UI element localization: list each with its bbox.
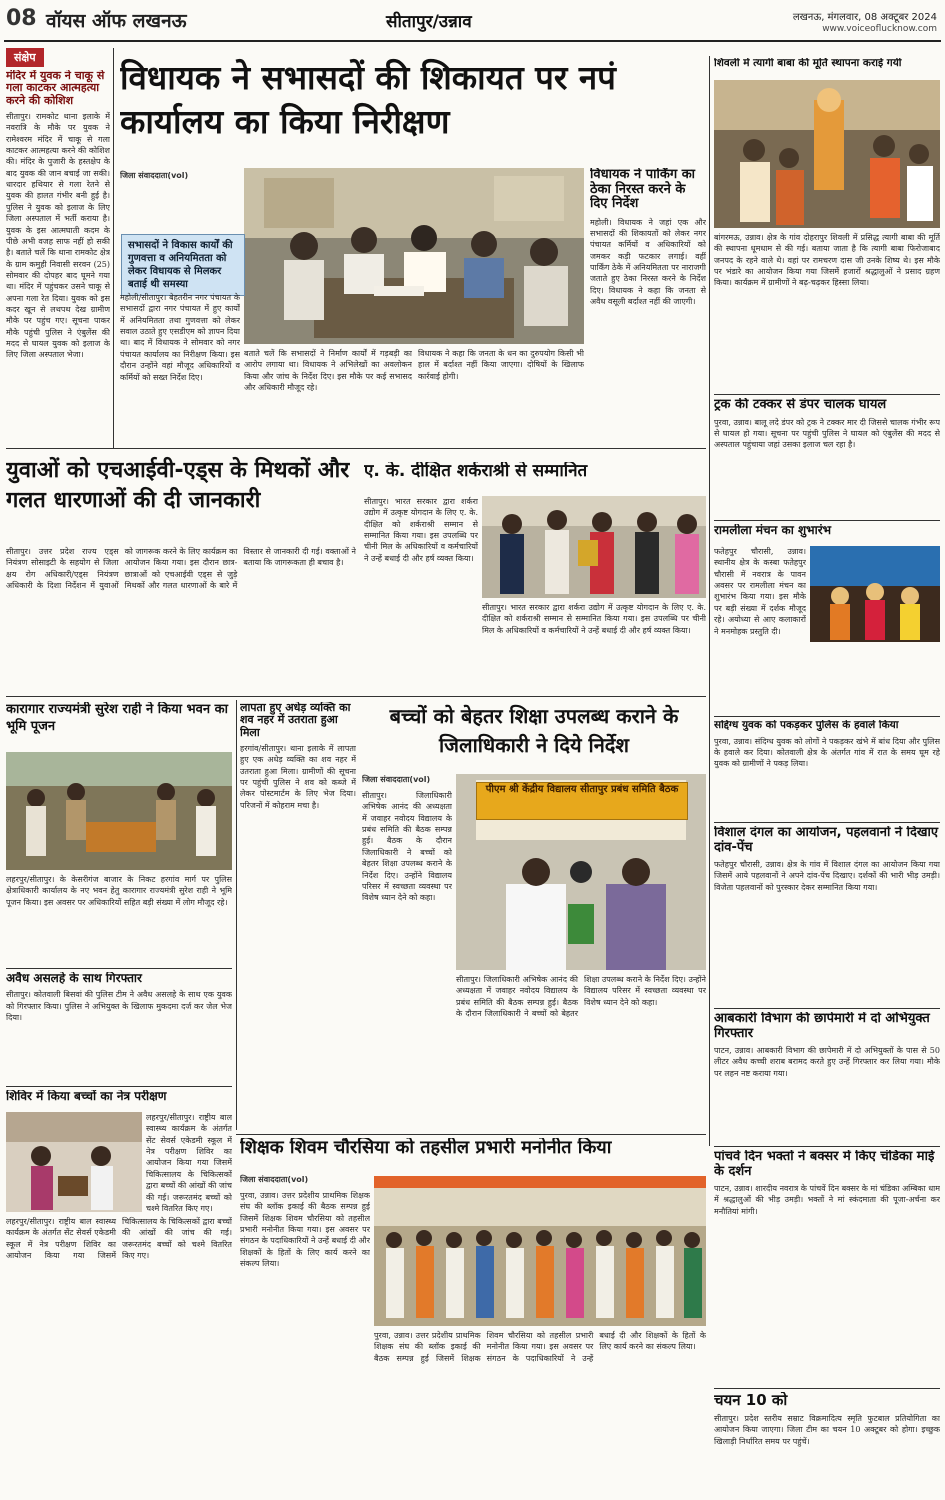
article-bhoomi-pujan-body bbox=[6, 874, 232, 966]
headline: लापता हुए अधेड़ व्यक्ति का शव नहर में उतराता हुआ मिला bbox=[240, 702, 351, 739]
article-body: महोली। विधायक ने जहां एक और सभासदों की शिकायतों को लेकर नगर पंचायत कर्मियों व अधिकारियों को जमकर कड़ी फटकार लगाई। वहीं पार्किंग ठेके में अनियमितता पर नाराजगी जताते हुए ठेका निरस्त करने के निर्देश दिए। विधायक ने कहा कि जनता से अवैध वसूली बर्दाश्त नहीं की जाएगी। bbox=[590, 217, 706, 307]
article-body: सीतापुर। भारत सरकार द्वारा शर्करा उद्योग में उत्कृष्ट योगदान के लिए ए. के. दीक्षित को शर्कराश्री सम्मान से सम्मानित किया गया। इस उपलब्धि पर चीनी मिल के अधिकारियों व कर्मचारियों ने उन्हें बधाई दी और हर्ष व्यक्त किया। bbox=[364, 497, 478, 563]
article-body: सीतापुर। जिलाधिकारी अभिषेक आनंद की अध्यक्षता में जवाहर नवोदय विद्यालय के प्रबंध समिति की बैठक सम्पन्न हुई। बैठक के दौरान जिलाधिकारी ने बच्चों को बेहतर शिक्षा उपलब्ध कराने के निर्देश दिए। उन्होंने विद्यालय परिसर में स्वच्छता व्यवस्था पर विशेष ध्यान देने को कहा। bbox=[362, 791, 452, 903]
article-statue-headline bbox=[714, 58, 940, 78]
article-body-col2 bbox=[244, 348, 412, 444]
article-chandika-temple bbox=[714, 1150, 940, 1386]
article-excise-raid bbox=[714, 1012, 940, 1144]
headline: विधायक ने पार्किंग का ठेका निरस्त करने के दिए निर्देश bbox=[590, 168, 696, 212]
article-body: पाटन, उन्नाव। आबकारी विभाग की छापेमारी में दो अभियुक्तों के पास से 50 लीटर अवैध कच्ची शराब बरामद करते हुए उन्हें गिरफ्तार कर लिया गया। मौके पर लहन नष्ट कराया गया। bbox=[714, 1046, 940, 1078]
headline: पांचवे दिन भक्तों ने बक्सर में किए चंडिका माई के दर्शन bbox=[714, 1150, 935, 1179]
byline: जिला संवाददाता(vol) bbox=[120, 171, 189, 180]
article-body: सीतापुर। जिलाधिकारी अभिषेक आनंद की अध्यक्षता में जवाहर नवोदय विद्यालय के प्रबंध समिति की बैठक सम्पन्न हुई। बैठक के दौरान जिलाधिकारी ने बच्चों को बेहतर शिक्षा उपलब्ध कराने के निर्देश दिए। उन्होंने विद्यालय परिसर में स्वच्छता व्यवस्था पर विशेष ध्यान देने को कहा। bbox=[456, 975, 706, 1019]
article-suicide-attempt bbox=[6, 70, 110, 435]
article-truck-accident bbox=[714, 398, 940, 518]
headline: ट्रक की टक्कर से डंपर चालक घायल bbox=[714, 398, 887, 412]
headline: विधायक ने सभासदों की शिकायत पर नपं कार्यालय का किया निरीक्षण bbox=[120, 58, 616, 141]
headline: शिविर में किया बच्चों का नेत्र परीक्षण bbox=[6, 1090, 167, 1103]
page-number: 08 bbox=[6, 6, 37, 31]
article-body: बांगरमऊ, उन्नाव। क्षेत्र के गांव दोहरापुर शिवली में प्रसिद्ध त्यागी बाबा की मूर्ति की स्थापना धूमधाम से की गई। बताया जाता है कि त्यागी बाबा फिरोजाबाद जनपद के रहने वाले थे। वहां पर रामचरण दास जी उनके शिष्य थे। इस मौके पर भंडारे का आयोजन किया गया जिसमें हजारों श्रद्धालुओं ने प्रसाद ग्रहण किया। कार्यक्रम में ग्रामीणों ने बढ़-चढ़कर हिस्सा लिया। bbox=[714, 233, 940, 288]
headline: शिक्षक शिवम चौरसिया को तहसील प्रभारी मनोनीत किया bbox=[240, 1138, 612, 1158]
masthead bbox=[4, 4, 941, 42]
photo-ramleela bbox=[810, 546, 940, 642]
article-body: लहरपुर/सीतापुर। राष्ट्रीय बाल स्वास्थ्य कार्यक्रम के अंतर्गत सेंट सेवर्स एकेडमी स्कूल में नेत्र परीक्षण शिविर का आयोजन किया गया जिसमें चिकित्सालय के चिकित्सकों द्वारा बच्चों की आंखों की जांच की गई। जरूरतमंद बच्चों को चश्मे वितरित किए गए। bbox=[146, 1113, 232, 1213]
pull-quote: सभासदों ने विकास कार्यों की गुणवत्ता व अनियमितता को लेकर विधायक से मिलकर बताई थी समस्या bbox=[121, 234, 245, 296]
article-body: फतेहपुर चौरासी, उन्नाव। स्थानीय क्षेत्र के कस्बा फतेहपुर चौरासी में नवरात्र के पावन अवसर पर रामलीला मंचन का शुभारंभ किया गया। इस मौके पर बड़ी संख्या में दर्शक मौजूद रहे। अयोध्या से आए कलाकारों ने मनमोहक प्रस्तुति दी। bbox=[714, 547, 806, 636]
article-ramleela-body-a bbox=[714, 546, 806, 646]
article-dixit-headline bbox=[364, 462, 706, 492]
article-eye-camp-headline bbox=[6, 1090, 232, 1108]
headline: सद्दिग्ध युवक को पकड़कर पुलिस के हवाले किया bbox=[714, 720, 899, 731]
photo-banner: पीएम श्री केंद्रीय विद्यालय सीतापुर प्रबंध समिति बैठक bbox=[476, 782, 688, 820]
byline: जिला संवाददाता(vol) bbox=[240, 1175, 309, 1184]
article-education-body-b bbox=[456, 974, 706, 1130]
article-teacher-body bbox=[240, 1190, 370, 1496]
article-dixit-body bbox=[364, 496, 478, 692]
article-body: लहरपुर/सीतापुर। राष्ट्रीय बाल स्वास्थ्य कार्यक्रम के अंतर्गत सेंट सेवर्स एकेडमी स्कूल में नेत्र परीक्षण शिविर का आयोजन किया गया जिसमें चिकित्सालय के चिकित्सकों द्वारा बच्चों की आंखों की जांच की गई। जरूरतमंद बच्चों को चश्मे वितरित किए गए। bbox=[6, 1217, 232, 1261]
article-body-col1 bbox=[120, 292, 240, 442]
article-dixit-body-b bbox=[482, 602, 706, 692]
article-body: बताते चलें कि सभासदों ने निर्माण कार्यों में गड़बड़ी का आरोप लगाया था। विधायक ने अभिलेखों का अवलोकन किया और जांच के निर्देश दिए। इस मौके पर कई सभासद और अधिकारी मौजूद रहे। bbox=[244, 349, 412, 393]
site-url[interactable]: www.voiceoflucknow.com bbox=[822, 24, 937, 34]
article-wrestling bbox=[714, 826, 940, 1004]
article-hiv-awareness-headline bbox=[6, 456, 356, 540]
article-suspect-youth bbox=[714, 720, 940, 820]
brief-label: संक्षेप bbox=[6, 48, 44, 67]
article-body: लहरपुर/सीतापुर। के केसरीगंज बाजार के निकट हरगांव मार्ग पर पुलिस क्षेत्राधिकारी कार्यालय के नए भवन हेतु कारागार राज्यमंत्री सुरेश राही ने भूमि पूजन किया। इस अवसर पर अधिकारियों सहित बड़ी संख्या में लोग मौजूद रहे। bbox=[6, 875, 232, 907]
article-parking-contract bbox=[590, 168, 706, 444]
photo-statue-ceremony bbox=[714, 80, 940, 228]
headline: चयन 10 को bbox=[714, 1392, 788, 1409]
headline: रामलीला मंचन का शुभारंभ bbox=[714, 524, 832, 537]
headline: आबकारी विभाग की छापेमारी में दो अभियुक्त गिरफ्तार bbox=[714, 1012, 930, 1041]
dateline: लखनऊ, मंगलवार, 08 अक्टूबर 2024 bbox=[792, 12, 937, 23]
headline: शिवली में त्यागी बाबा की मूर्ति स्थापना कराई गयी bbox=[714, 58, 902, 69]
article-body: विधायक ने कहा कि जनता के धन का दुरुपयोग किसी भी हाल में बर्दाश्त नहीं किया जाएगा। दोषियों के खिलाफ कार्रवाई होगी। bbox=[418, 349, 584, 381]
byline: जिला संवाददाता(vol) bbox=[362, 775, 431, 784]
photo-bhoomi-pujan bbox=[6, 752, 232, 870]
article-body: पुरवा, उन्नाव। उत्तर प्रदेशीय प्राथमिक शिक्षक संघ की ब्लॉक इकाई की बैठक सम्पन्न हुई जिसमें शिक्षक शिवम चौरसिया को तहसील प्रभारी मनोनीत किया गया। इस अवसर पर संगठन के पदाधिकारियों ने उन्हें बधाई दी और शिक्षकों के हितों के लिए कार्य करने का संकल्प लिया। bbox=[374, 1331, 706, 1363]
article-body: सीतापुर। भारत सरकार द्वारा शर्करा उद्योग में उत्कृष्ट योगदान के लिए ए. के. दीक्षित को शर्कराश्री सम्मान से सम्मानित किया गया। इस उपलब्धि पर चीनी मिल के अधिकारियों व कर्मचारियों ने उन्हें बधाई दी और हर्ष व्यक्त किया। bbox=[482, 603, 706, 635]
article-body: महोली/सीतापुर। बेहतरीन नगर पंचायत के सभासदों द्वारा नगर पंचायत में हुए कार्यों में अनियमितता तथा गुणवत्ता को लेकर सवाल उठाते हुए एसडीएम को ज्ञापन दिया था। बाद में विधायक ने सोमवार को नगर पंचायत कार्यालय का निरीक्षण किया। इस दौरान उन्होंने वहां मौजूद अधिकारियों व कर्मियों को सख्त निर्देश दिए। bbox=[120, 293, 240, 382]
headline: मंदिर में युवक ने चाकू से गला काटकर आत्महत्या करने की कोशिश bbox=[6, 70, 105, 107]
article-body: सीतापुर। प्रदेश स्तरीय सम्राट विक्रमादित्य स्मृति फुटबाल प्रतियोगिता का आयोजन किया जाएगा। जिला टीम का चयन 10 अक्टूबर को होगा। इच्छुक खिलाड़ी निर्धारित समय पर पहुंचें। bbox=[714, 1413, 940, 1446]
photo-award bbox=[482, 496, 706, 598]
byline-box bbox=[240, 1172, 340, 1186]
photo-inspection bbox=[244, 168, 584, 344]
article-hiv-body bbox=[6, 546, 356, 690]
byline-box bbox=[120, 168, 240, 238]
headline: कारागार राज्यमंत्री सुरेश राही ने किया भवन का भूमि पूजन bbox=[6, 702, 229, 734]
article-body-found bbox=[240, 702, 356, 1130]
article-body: हरगांव/सीतापुर। थाना इलाके में लापता हुए एक अधेड़ व्यक्ति का शव नहर में उतराता हुआ मिला। ग्रामीणों की सूचना पर पहुंची पुलिस ने शव को कब्जे में लेकर पोस्टमार्टम के लिए भेज दिया। परिजनों में कोहराम मचा है। bbox=[240, 743, 356, 810]
article-ramleela-headline bbox=[714, 524, 940, 542]
article-body: पाटन, उन्नाव। शारदीय नवरात्र के पांचवें दिन बक्सर के मां चंडिका अम्बिका धाम में श्रद्धालुओं की भीड़ उमड़ी। भक्तों ने मां स्कंदमाता की पूजा-अर्चना कर मनौतियां मांगी। bbox=[714, 1184, 940, 1216]
article-body: पुरवा, उन्नाव। बालू लदे डंपर को ट्रक ने टक्कर मार दी जिससे चालक गंभीर रूप से घायल हो गया। सूचना पर पहुंची पुलिस ने घायल को एंबुलेंस की मदद से अस्पताल पहुंचाया जहां उसका इलाज चल रहा है। bbox=[714, 417, 940, 450]
photo-eye-camp bbox=[6, 1112, 142, 1212]
article-eye-camp-body bbox=[6, 1216, 232, 1496]
headline: बच्चों को बेहतर शिक्षा उपलब्ध कराने के जिलाधिकारी ने दिये निर्देश bbox=[389, 704, 679, 757]
article-teacher-headline bbox=[240, 1138, 706, 1170]
article-illegal-weapon bbox=[6, 972, 232, 1084]
article-body: पुरवा, उन्नाव। उत्तर प्रदेशीय प्राथमिक शिक्षक संघ की ब्लॉक इकाई की बैठक सम्पन्न हुई जिसमें शिक्षक शिवम चौरसिया को तहसील प्रभारी मनोनीत किया गया। इस अवसर पर संगठन के पदाधिकारियों ने उन्हें बधाई दी और शिक्षकों के हितों के लिए कार्य करने का संकल्प लिया। bbox=[240, 1191, 370, 1269]
article-education-body bbox=[362, 790, 452, 1130]
article-body: सीतापुर। कोतवाली बिसवां की पुलिस टीम ने अवैध असलहे के साथ एक युवक को गिरफ्तार किया। पुलिस ने अभियुक्त के खिलाफ मुकदमा दर्ज कर जेल भेज दिया। bbox=[6, 990, 232, 1023]
article-body: पुरवा, उन्नाव। संदिग्ध युवक को लोगों ने पकड़कर खंभे में बांध दिया और पुलिस के हवाले कर दिया। कोतवाली क्षेत्र के अंतर्गत गांव में रात के समय घूम रहे युवक को ग्रामीणों ने पकड़ लिया। bbox=[714, 736, 940, 769]
article-body-col3 bbox=[418, 348, 584, 444]
headline: युवाओं को एचआईवी-एड्स के मिथकों और गलत धारणाओं की दी जानकारी bbox=[6, 458, 350, 514]
headline: ए. के. दीक्षित शर्कराश्री से सम्मानित bbox=[364, 462, 588, 481]
article-body: सीतापुर। उत्तर प्रदेश राज्य एड्स नियंत्रण सोसाइटी के सहयोग से जिला क्षय रोग अधिकारी/एड्स नियंत्रण अधिकारी के दिशा निर्देशन में युवाओं को जागरूक करने के लिए कार्यक्रम का आयोजन किया गया। इस दौरान छात्र-छात्राओं को एचआईवी एड्स से जुड़े मिथकों और गलत धारणाओं के बारे में विस्तार से जानकारी दी गई। वक्ताओं ने बताया कि जागरूकता ही बचाव है। bbox=[6, 547, 356, 591]
article-selection bbox=[714, 1392, 940, 1496]
article-bhoomi-pujan-headline bbox=[6, 702, 232, 750]
article-body: फतेहपुर चौरासी, उन्नाव। क्षेत्र के गांव में विशाल दंगल का आयोजन किया गया जिसमें आये पहलवानों ने अपने दांव-पेंच दिखाए। दर्शकों की भारी भीड़ उमड़ी। विजेता पहलवानों को पुरस्कार देकर सम्मानित किया गया। bbox=[714, 860, 940, 892]
section-title: सीतापुर/उन्नाव bbox=[386, 12, 472, 32]
article-body: सीतापुर। रामकोट थाना इलाके में नवरात्रि के मौके पर युवक ने रामेश्वरम मंदिर में चाकू से गला काटकर आत्महत्या करने की कोशिश की। मंदिर के पुजारी के हस्तक्षेप के बाद युवक की जान बचाई जा सकी। धारदार हथियार से गला रेतने से युवक की हालत गंभीर बनी हुई है। पुलिस ने युवक को इलाज के लिए जिला अस्पताल में भर्ती कराया है। युवक के इस आत्मघाती कदम के पीछे अभी वजह साफ नहीं हो सकी है। बताते चलें कि थाना रामकोट क्षेत्र के ग्राम कमुही निवासी सरवन (25) सोमवार की दोपहर बाद घूमने गया था। मंदिर में पहुंचकर उसने चाकू से अपना गला रेत दिया। युवक को इस कदर खून से लथपथ देख ग्रामीण मौके पर पहुंच गए। सूचना पाकर मौके पहुंची पुलिस ने एंबुलेंस की मदद से घायल युवक को इलाज के लिए जिला अस्पताल भेजा। bbox=[6, 111, 110, 360]
article-teacher-body-b bbox=[374, 1330, 706, 1496]
headline: अवैध असलहे के साथ गिरफ्तार bbox=[6, 972, 142, 985]
article-education-headline bbox=[362, 702, 706, 768]
byline-box bbox=[362, 772, 452, 786]
article-statue-body bbox=[714, 232, 940, 392]
brand-name: वॉयस ऑफ लखनऊ bbox=[46, 10, 187, 32]
headline: विशाल दंगल का आयोजन, पहलवानों ने दिखाए दांव-पेंच bbox=[714, 826, 939, 855]
article-mla-inspection-headline bbox=[120, 56, 700, 166]
photo-teachers-group bbox=[374, 1176, 706, 1326]
